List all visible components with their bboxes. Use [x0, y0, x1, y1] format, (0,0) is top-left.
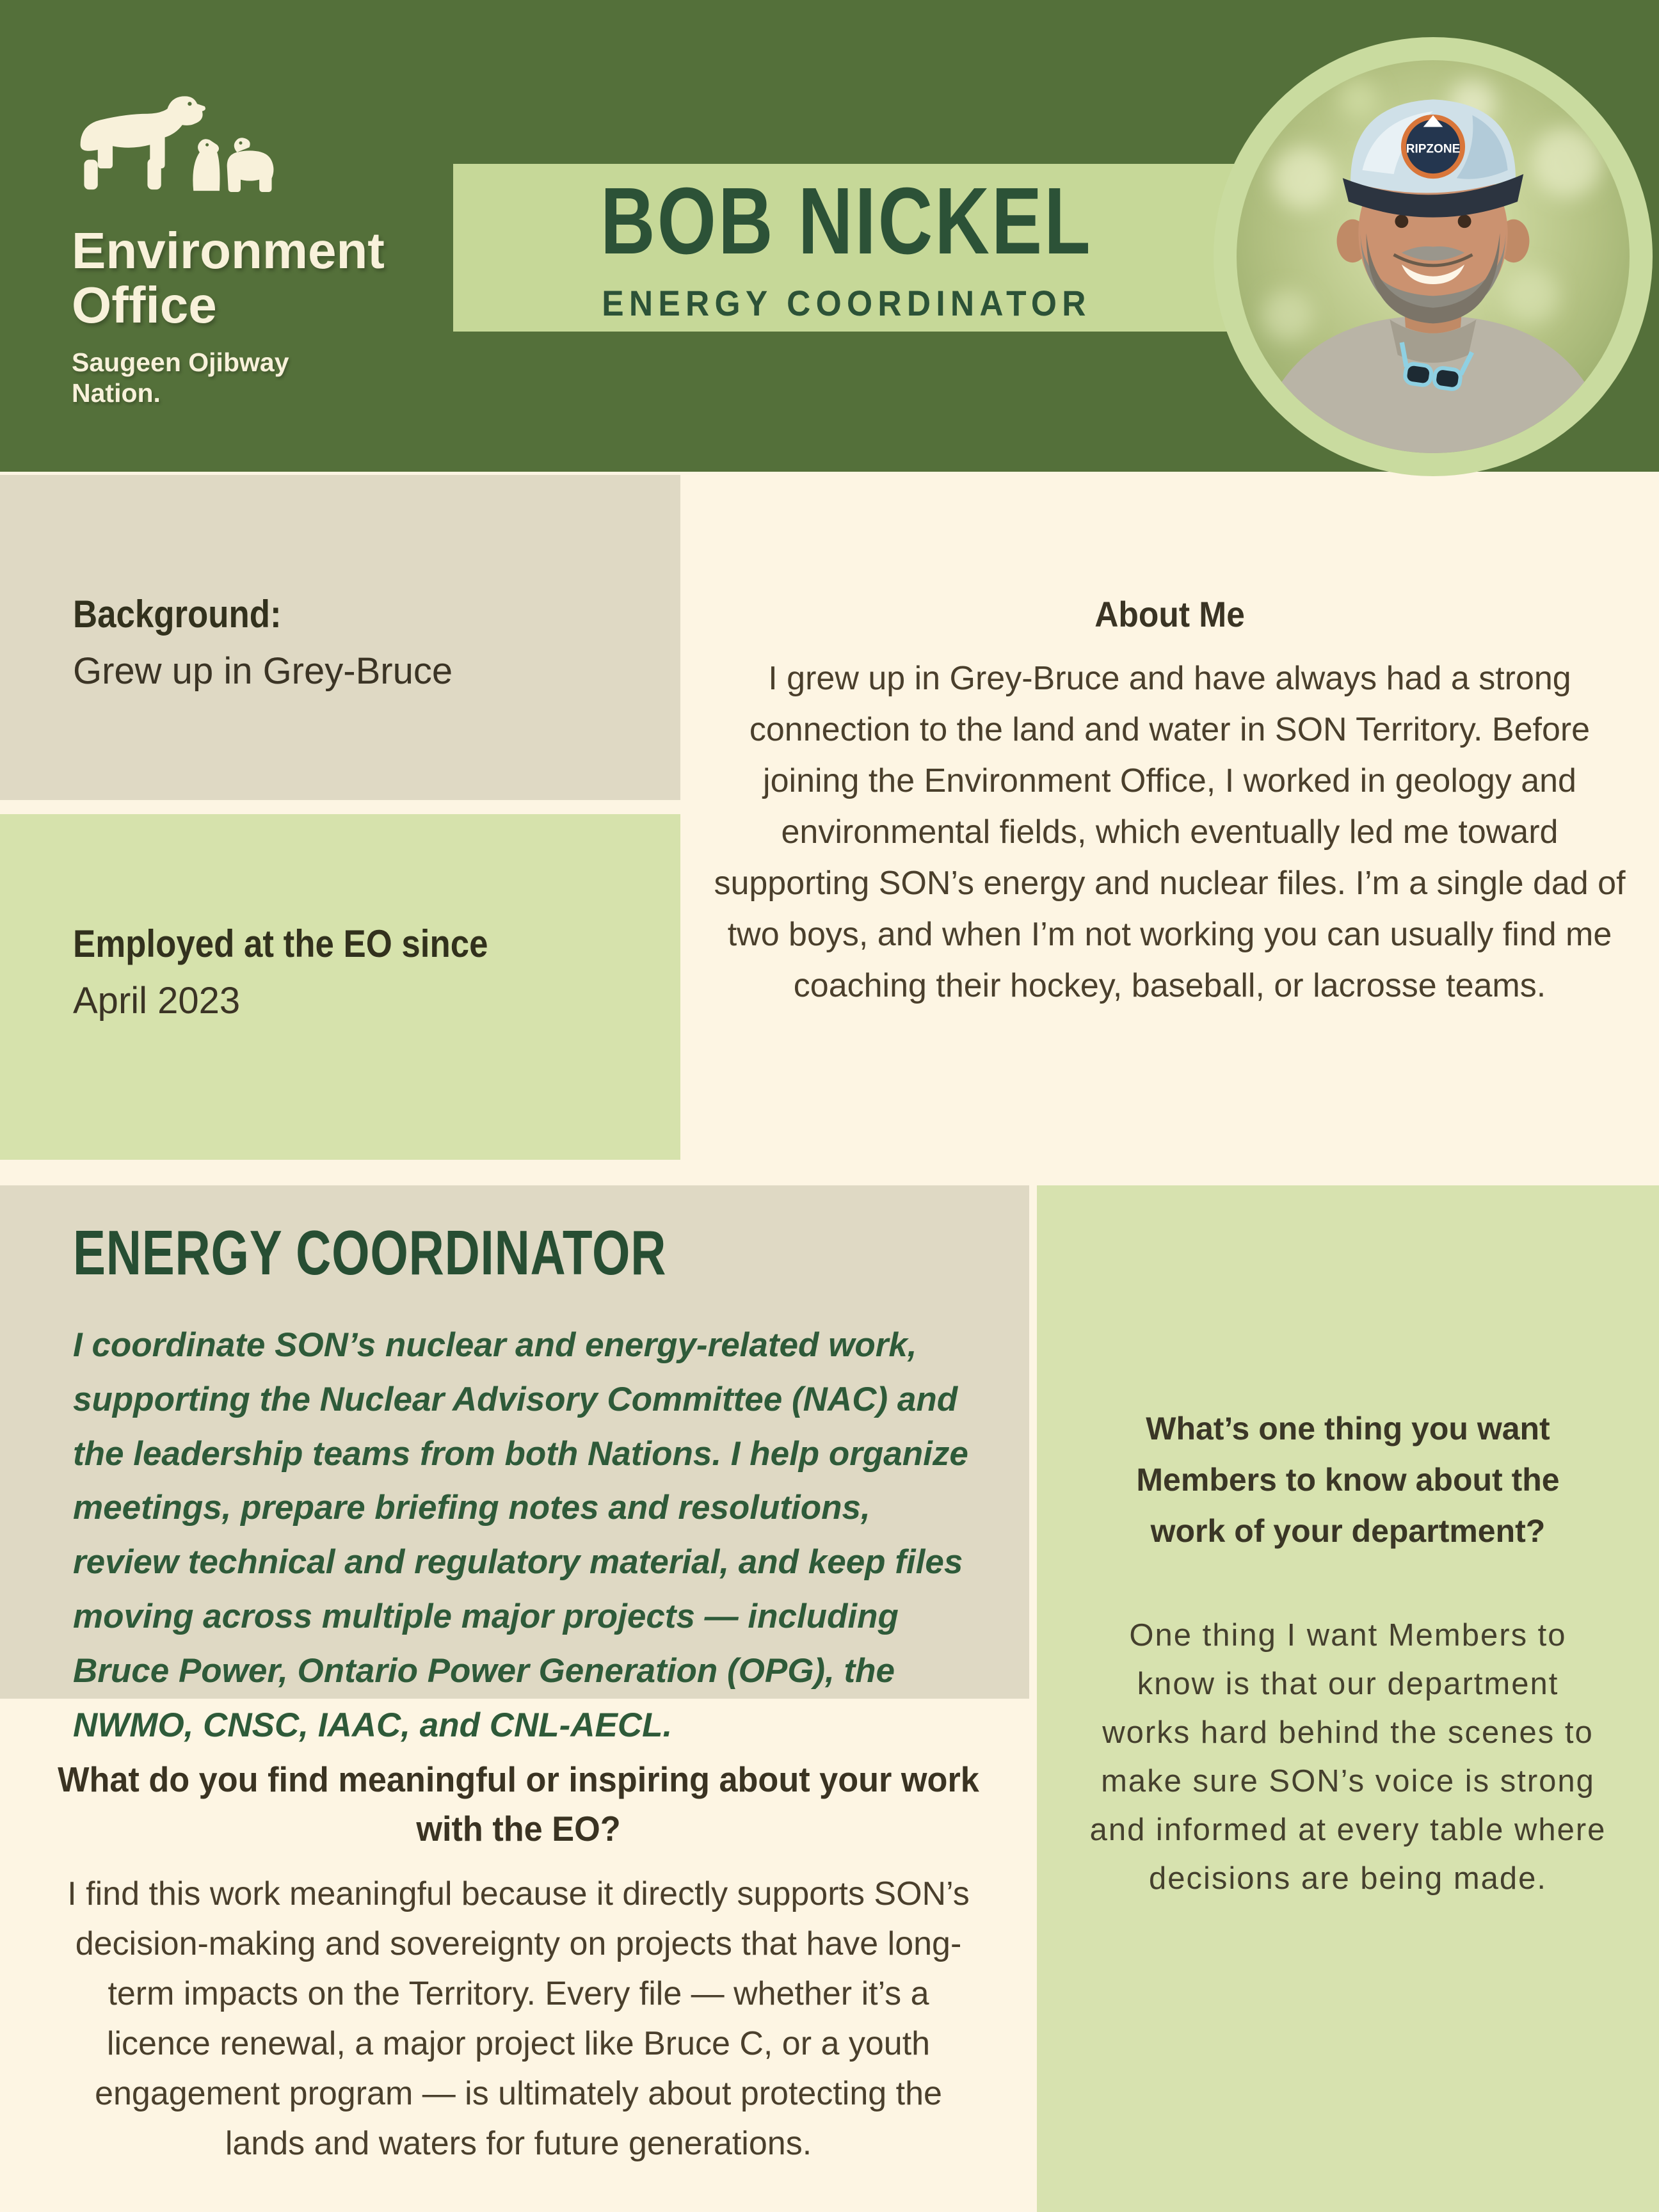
- profile-photo: [1237, 60, 1630, 453]
- role-description-box: [0, 1185, 1029, 1744]
- employed-label: Employed at the EO since: [73, 922, 488, 965]
- about-me-heading: About Me: [1094, 594, 1245, 634]
- qa-department-section: [1037, 1185, 1659, 2212]
- polar-bears-icon: [72, 83, 283, 218]
- environment-office-logo: [72, 83, 430, 408]
- about-me-section: [680, 472, 1659, 1185]
- about-me-body: I grew up in Grey-Bruce and have always had a strong connection to the land and water in SON Territory. Before joining the Environment Office, I worked in geology and environmental fields, which eventually led me toward supporting SON’s energy and nuclear files. I’m a single dad of two boys, and when I’m not working you can usually find me coaching their hockey, baseball, or lacrosse teams.: [714, 660, 1626, 1005]
- background-fact-box: [0, 475, 680, 800]
- role-heading: ENERGY COORDINATOR: [73, 1217, 667, 1288]
- qa-meaningful-question: What do you find meaningful or inspiring about your work with the EO?: [58, 1759, 979, 1848]
- employed-value: April 2023: [73, 980, 241, 1022]
- qa-department-question: What’s one thing you want Members to know about the work of your department?: [1136, 1411, 1560, 1549]
- background-value: Grew up in Grey-Bruce: [73, 650, 453, 692]
- qa-meaningful-answer: I find this work meaningful because it directly supports SON’s decision-making and sovereignty on projects that have long-term impacts on the Territory. Every file — whether it’s a licence renewal, a major project like Bruce C, or a youth engagement program — is ultimately about protecting the lands and waters for future generations.: [67, 1875, 970, 2162]
- background-label: Background:: [73, 593, 282, 636]
- qa-meaningful-section: [0, 1699, 1037, 2212]
- person-name: BOB NICKEL: [600, 168, 1093, 274]
- name-banner: [453, 164, 1239, 332]
- logo-nation-name: Saugeen Ojibway Nation.: [72, 347, 289, 408]
- role-body: I coordinate SON’s nuclear and energy-related work, supporting the Nuclear Advisory Committee (NAC) and the leadership teams from both Nations. I help organize meetings, prepare briefing notes and resolutions, review technical and regulatory material, and keep files moving across multiple major projects — including Bruce Power, Ontario Power Generation (OPG), the NWMO, CNSC, IAAC, and CNL-AECL.: [73, 1326, 968, 1744]
- employed-fact-box: [0, 814, 680, 1160]
- person-role: ENERGY COORDINATOR: [601, 283, 1091, 323]
- cap-brand-text: RIPZONE: [1406, 142, 1461, 156]
- profile-photo-ring: [1214, 37, 1653, 476]
- header-band: [0, 0, 1659, 472]
- qa-department-answer: One thing I want Members to know is that our department works hard behind the scenes to make sure SON’s voice is strong and informed at every table where decisions are being made.: [1089, 1618, 1607, 1896]
- logo-org-name: Environment Office: [72, 222, 385, 333]
